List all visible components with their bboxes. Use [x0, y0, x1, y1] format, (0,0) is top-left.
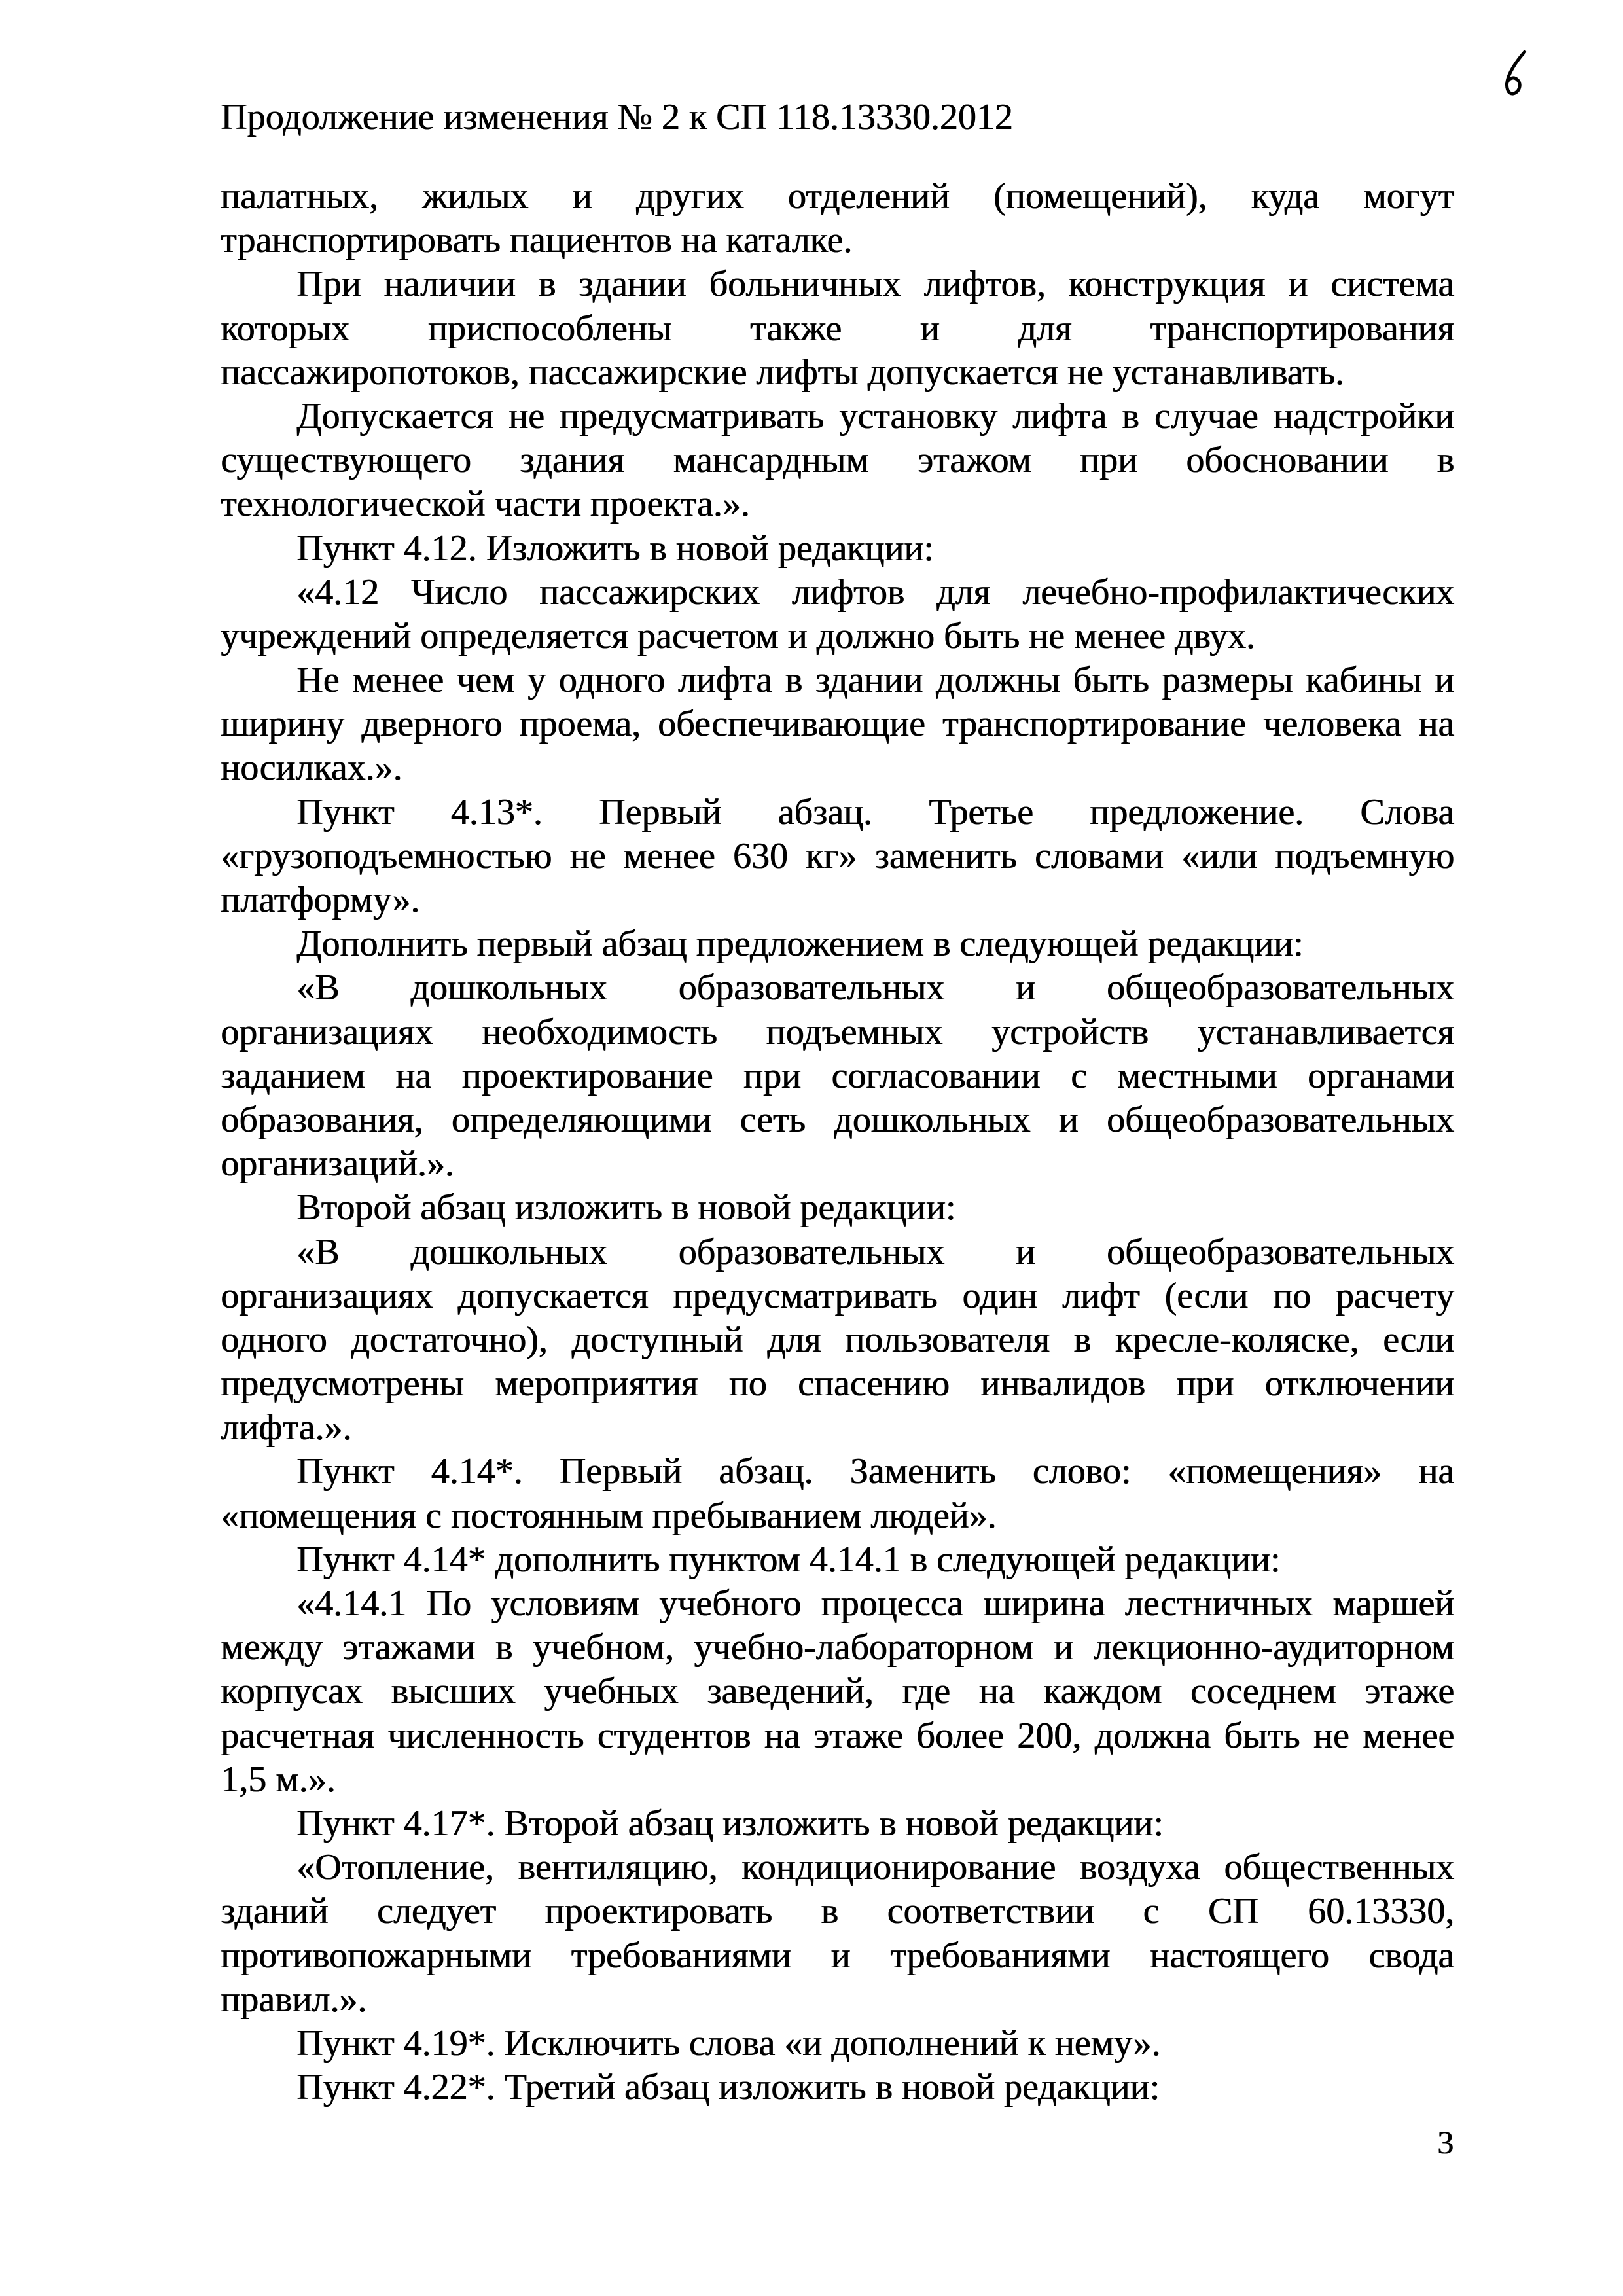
text-line: существующего здания мансардным этажом при обосновании в	[221, 440, 1454, 481]
paragraph	[221, 262, 1454, 395]
text-line: «4.12 Число пассажирских лифтов для лечебно-профилактических	[296, 571, 1454, 613]
document-body	[221, 175, 1454, 2109]
text-line: ширину дверного проема, обеспечивающие транспортирование человека на	[221, 704, 1454, 745]
text-line: носилках.».	[221, 747, 402, 789]
paragraph	[221, 1230, 1454, 1450]
text-line: Пункт 4.12. Изложить в новой редакции:	[296, 528, 934, 569]
paragraph	[221, 1450, 1454, 1537]
text-line: одного достаточно), доступный для пользователя в кресле-коляске, если	[221, 1319, 1454, 1360]
paragraph	[221, 1802, 1454, 1846]
paragraph	[221, 2022, 1454, 2066]
text-line: правил.».	[221, 1979, 367, 2020]
text-line: 1,5 м.».	[221, 1759, 336, 1800]
text-line: При наличии в здании больничных лифтов, конструкция и система	[296, 264, 1454, 305]
text-line: «Отопление, вентиляцию, кондиционирование воздуха общественных	[296, 1847, 1454, 1888]
text-line: расчетная численность студентов на этаже более 200, должна быть не менее	[221, 1715, 1454, 1756]
text-line: корпусах высших учебных заведений, где на каждом соседнем этаже	[221, 1671, 1454, 1712]
text-line: «помещения с постоянным пребыванием людей».	[221, 1495, 997, 1536]
text-line: «В дошкольных образовательных и общеобразовательных	[296, 1231, 1454, 1272]
page-number: 3	[1437, 2124, 1454, 2161]
paragraph	[221, 1186, 1454, 1230]
document-header: Продолжение изменения № 2 к СП 118.13330.2012	[221, 97, 1013, 137]
text-line: организаций.».	[221, 1143, 454, 1185]
text-line: Допускается не предусматривать установку лифта в случае надстройки	[296, 395, 1454, 437]
text-line: Пункт 4.14*. Первый абзац. Заменить слово: «помещения» на	[296, 1451, 1454, 1492]
text-line: платформу».	[221, 880, 420, 920]
text-line: предусмотрены мероприятия по спасению инвалидов при отключении	[221, 1363, 1454, 1405]
text-line: транспортировать пациентов на каталке.	[221, 220, 853, 261]
paragraph	[221, 527, 1454, 571]
text-line: пассажиропотоков, пассажирские лифты допускается не устанавливать.	[221, 351, 1344, 393]
text-line: образования, определяющими сеть дошкольных и общеобразовательных	[221, 1099, 1454, 1140]
text-line: Пункт 4.14* дополнить пунктом 4.14.1 в следующей редакции:	[296, 1539, 1281, 1580]
paragraph	[221, 1846, 1454, 2022]
text-line: заданием на проектирование при согласовании с местными органами	[221, 1055, 1454, 1096]
text-line: Пункт 4.19*. Исключить слова «и дополнений к нему».	[296, 2022, 1161, 2064]
text-line: палатных, жилых и других отделений (помещений), куда могут	[221, 176, 1454, 217]
text-line: организациях допускается предусматривать один лифт (если по расчету	[221, 1275, 1454, 1316]
text-line: организациях необходимость подъемных устройств устанавливается	[221, 1011, 1454, 1052]
text-line: «В дошкольных образовательных и общеобразовательных	[296, 967, 1454, 1009]
text-line: Второй абзац изложить в новой редакции:	[296, 1187, 956, 1229]
text-line: зданий следует проектировать в соответствии с СП 60.13330,	[221, 1891, 1454, 1932]
text-line: «4.14.1 По условиям учебного процесса ширина лестничных маршей	[296, 1583, 1454, 1624]
paragraph	[221, 658, 1454, 791]
paragraph	[221, 175, 1454, 262]
text-line: Пункт 4.13*. Первый абзац. Третье предложение. Слова	[296, 791, 1454, 833]
text-line: лифта.».	[221, 1407, 352, 1448]
paragraph	[221, 2066, 1454, 2109]
paragraph	[221, 791, 1454, 923]
handwritten-digit-6-icon	[1503, 48, 1529, 101]
text-line: Пункт 4.22*. Третий абзац изложить в новой редакции:	[296, 2067, 1160, 2108]
paragraph	[221, 966, 1454, 1186]
paragraph	[221, 1582, 1454, 1802]
text-line: «грузоподъемностью не менее 630 кг» заменить словами «или подъемную	[221, 835, 1454, 876]
handwritten-sheet-number	[1503, 48, 1529, 101]
text-line: технологической части проекта.».	[221, 484, 750, 525]
paragraph	[221, 395, 1454, 527]
text-line: между этажами в учебном, учебно-лабораторном и лекционно-аудиторном	[221, 1627, 1454, 1668]
text-line: которых приспособлены также и для транспортирования	[221, 308, 1454, 349]
text-line: учреждений определяется расчетом и должно быть не менее двух.	[221, 615, 1255, 656]
paragraph	[221, 571, 1454, 658]
text-line: противопожарными требованиями и требованиями настоящего свода	[221, 1935, 1454, 1976]
paragraph	[221, 922, 1454, 966]
text-line: Пункт 4.17*. Второй абзац изложить в новой редакции:	[296, 1803, 1164, 1844]
text-line: Не менее чем у одного лифта в здании должны быть размеры кабины и	[296, 660, 1454, 701]
text-line: Дополнить первый абзац предложением в следующей редакции:	[296, 924, 1304, 965]
paragraph	[221, 1538, 1454, 1582]
